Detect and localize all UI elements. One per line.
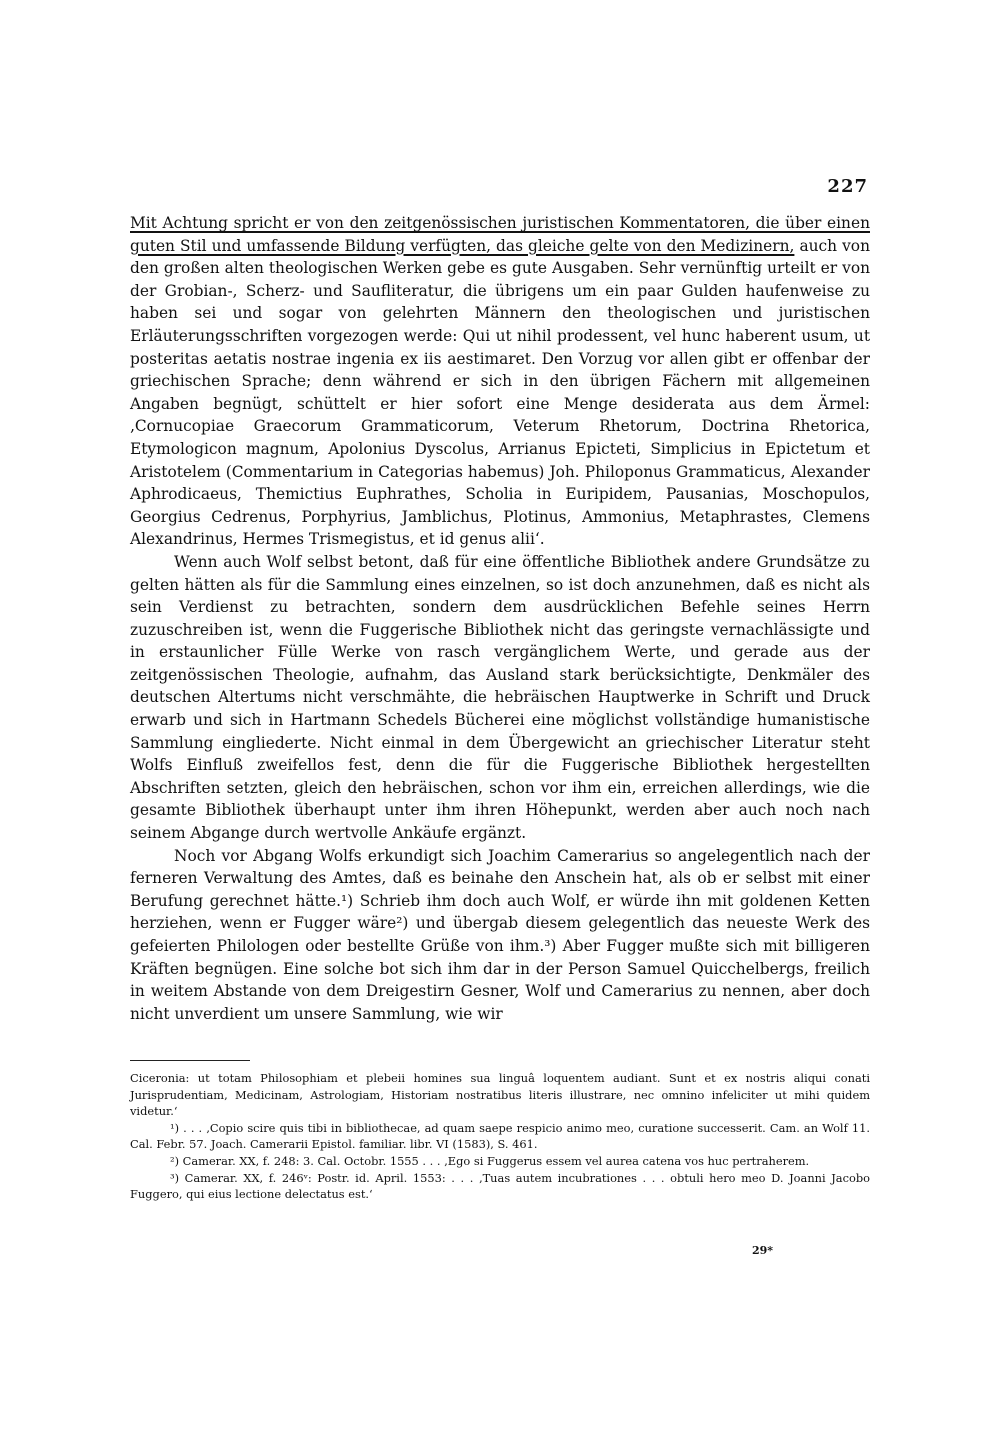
underlined-passage: Mit Achtung spricht er von den zeitgenössischen juristischen Kommentatoren, die über einen guten Stil und umfassende Bildung verfügten, das gleiche gelte von den Medizinern, xyxy=(130,214,870,255)
paragraph-2: Wenn auch Wolf selbst betont, daß für eine öffentliche Bibliothek andere Grundsätze zu gelten hätten als für die Sammlung eines einzelnen, so ist doch anzunehmen, daß es nicht als sein Verdienst zu betrachten, sondern dem ausdrücklichen Befehle seines Herrn zuzuschreiben ist, wenn die Fuggerische Bibliothek nicht das geringste vernachlässigte und in erstaunlicher Fülle Werke von rasch vergänglichem Werte, und gerade aus der zeitgenössischen Theologie, aufnahm, das Ausland stark berücksichtigte, Denkmäler des deutschen Altertums nicht verschmähte, die hebräischen Hauptwerke in Schrift und Druck erwarb und sich in Hartmann Schedels Bücherei eine möglichst vollständige humanistische Sammlung eingliederte. Nicht einmal in dem Übergewicht an griechischer Literatur steht Wolfs Einfluß zweifellos fest, denn die für die Fuggerische Bibliothek hergestellten Abschriften setzten, gleich den hebräischen, schon vor ihm ein, erreichen allerdings, wie die gesamte Bibliothek überhaupt unter ihm ihren Höhepunkt, werden aber auch noch nach seinem Abgange durch wertvolle Ankäufe ergänzt. xyxy=(130,552,870,843)
footnote-3: ³) Camerar. XX, f. 246ᵛ: Postr. id. April. 1553: . . . ‚Tuas autem incubrationes . . . obtuli hero meo D. Joanni Jacobo Fuggero, qui eius lectione delectatus est.‘ xyxy=(130,1170,870,1202)
paragraph-1-text: auch von den großen alten theologischen Werken gebe es gute Ausgaben. Sehr vernünftig urteilt er von der Grobian-, Scherz- und Saufliteratur, die übrigens um ein paar Gulden haufenweise zu haben sei und sogar von gelehrten Männern den theologischen und juristischen Erläuterungsschriften vorgezogen werde: Qui ut nihil prodessent, vel hunc haberent usum, ut posteritas aetatis nostrae ingenia ex iis aestimaret. Den Vorzug vor allen gibt er offenbar der griechischen Sprache; denn während er sich in den übrigen Fächern mit allgemeinen Angaben begnügt, schüttelt er hier sofort eine Menge desiderata aus dem Ärmel: ‚Cornucopiae Graecorum Grammaticorum, Veterum Rhetorum, Doctrina Rhetorica, Etymologicon magnum, Apolonius Dyscolus, Arrianus Epicteti, Simplicius in Epictetum et Aristotelem (Commentarium in Categorias habemus) Joh. Philoponus Grammaticus, Alexander Aphrodicaeus, Themictius Euphrathes, Scholia in Euripidem, Pausanias, Moschopulos, Georgius Cedrenus, Porphyrius, Jamblichus, Plotinus, Ammonius, Metaphrastes, Clemens Alexandrinus, Hermes Trismegistus, et id genus alii‘. xyxy=(130,236,870,549)
paragraph-3: Noch vor Abgang Wolfs erkundigt sich Joachim Camerarius so angelegentlich nach der ferneren Verwaltung des Amtes, daß es beinahe den Anschein hat, als ob er selbst mit einer Berufung gerechnet hätte.¹) Schrieb ihm doch auch Wolf, er würde ihn mit goldenen Ketten herziehen, wenn er Fugger wäre²) und übergab diesem gelegentlich das neueste Werk des gefeierten Philologen oder bestellte Grüße von ihm.³) Aber Fugger mußte sich mit billigeren Kräften begnügen. Eine solche bot sich ihm dar in der Person Samuel Quicchelbergs, freilich in weitem Abstande von dem Dreigestirn Gesner, Wolf und Camerarius zu nennen, aber doch nicht unverdient um unsere Sammlung, wie wir xyxy=(130,846,870,1023)
footnotes xyxy=(130,1070,870,1203)
signature-mark: 29* xyxy=(752,1244,774,1257)
paragraph-1 xyxy=(130,212,870,551)
main-text xyxy=(130,212,870,1025)
footnote-divider xyxy=(130,1060,250,1061)
page-number: 227 xyxy=(827,176,868,197)
footnote-2: ²) Camerar. XX, f. 248: 3. Cal. Octobr. 1555 . . . ‚Ego si Fuggerus essem vel aurea catena vos huc pertraherem. xyxy=(170,1153,810,1168)
footnote-continuation: Ciceronia: ut totam Philosophiam et plebeii homines sua linguâ loquentem audiant. Sunt et ex nostris aliqui conati Jurisprudentiam, Medicinam, Astrologiam, Historiam nostratibus literis illustrare, nec omnino infeliciter ut mihi quidem videtur.‘ xyxy=(130,1071,870,1119)
footnote-1: ¹) . . . ‚Copio scire quis tibi in bibliothecae, ad quam saepe respicio animo meo, curatione successerit. Cam. an Wolf 11. Cal. Febr. 57. Joach. Camerarii Epistol. familiar. libr. VI (1583), S. 461. xyxy=(130,1120,870,1152)
